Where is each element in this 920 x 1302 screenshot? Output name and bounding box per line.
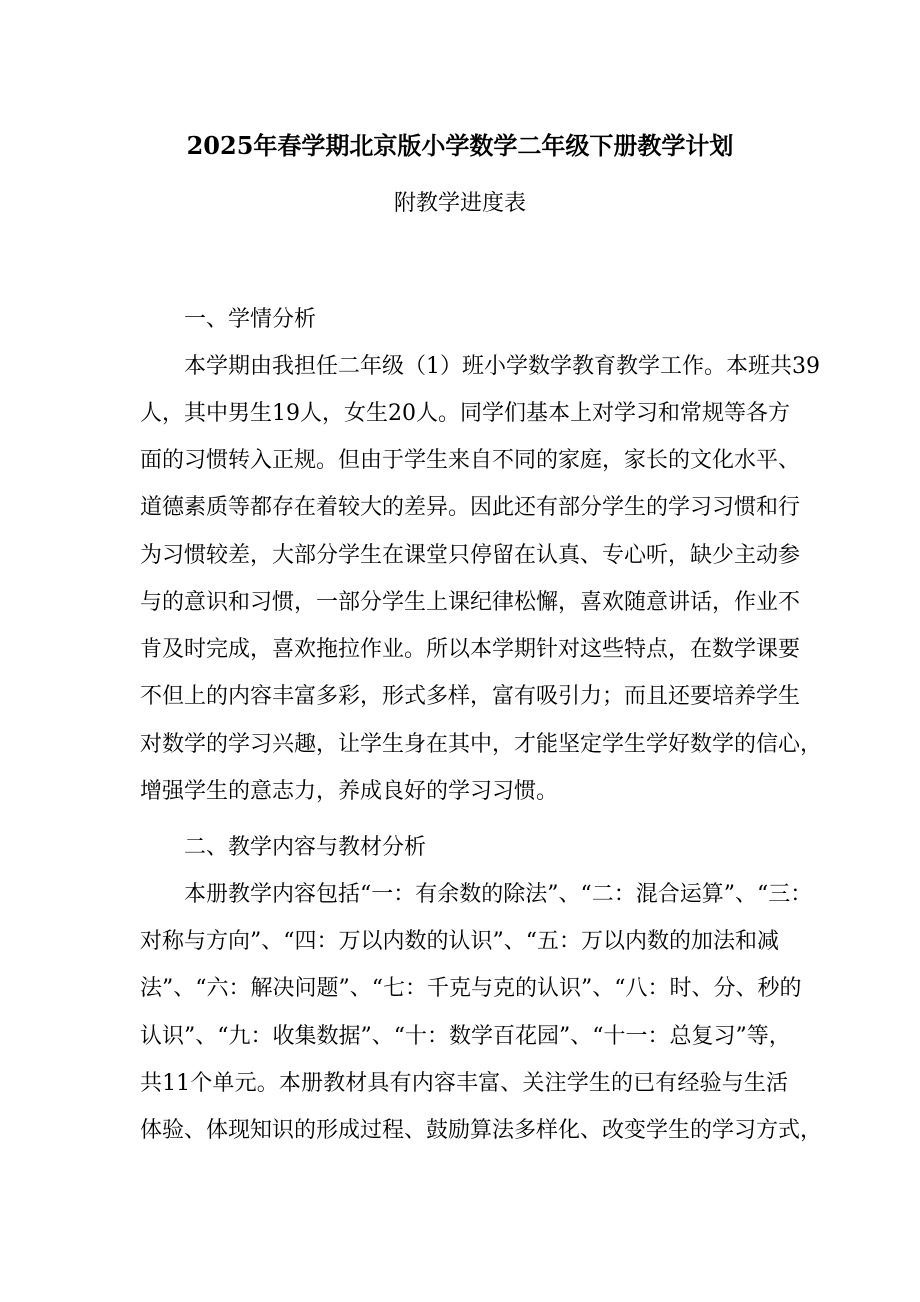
section-heading: 二、教学内容与教材分析 xyxy=(184,835,427,860)
paragraph-line: 本学期由我担任二年级（1）班小学数学教育教学工作。本班共39 xyxy=(184,354,820,379)
paragraph-line: 共11个单元。本册教材具有内容丰富、关注学生的已有经验与生活 xyxy=(140,1071,788,1096)
paragraph-line: 增强学生的意志力，养成良好的学习习惯。 xyxy=(140,779,559,804)
paragraph-line: 对数学的学习兴趣，让学生身在其中，才能坚定学生学好数学的信心， xyxy=(140,732,823,757)
paragraph-line: 本册教学内容包括“一：有余数的除法”、“二：混合运算”、“三： xyxy=(184,882,813,907)
paragraph-line: 法”、“六：解决问题”、“七：千克与克的认识”、“八：时、分、秒的 xyxy=(140,976,802,1001)
section-heading: 一、学情分析 xyxy=(184,307,317,332)
paragraph-line: 不但上的内容丰富多彩，形式多样，富有吸引力；而且还要培养学生 xyxy=(140,684,801,709)
paragraph-line: 对称与方向”、“四：万以内数的认识”、“五：万以内数的加法和减 xyxy=(140,929,779,954)
paragraph-line: 肯及时完成，喜欢拖拉作业。所以本学期针对这些特点，在数学课要 xyxy=(140,637,801,662)
paragraph-line: 面的习惯转入正规。但由于学生来自不同的家庭，家长的文化水平、 xyxy=(140,448,801,473)
paragraph-line: 与的意识和习惯，一部分学生上课纪律松懈，喜欢随意讲话，作业不 xyxy=(140,590,801,615)
paragraph-line: 道德素质等都存在着较大的差异。因此还有部分学生的学习习惯和行 xyxy=(140,495,801,520)
paragraph-line: 认识”、“九：收集数据”、“十：数学百花园”、“十一：总复习”等， xyxy=(140,1024,791,1049)
document-subtitle: 附教学进度表 xyxy=(393,191,526,216)
paragraph-line: 人，其中男生19人，女生20人。同学们基本上对学习和常规等各方 xyxy=(140,401,790,426)
document-title: 2025年春学期北京版小学数学二年级下册教学计划 xyxy=(186,131,734,160)
paragraph-line: 为习惯较差，大部分学生在课堂只停留在认真、专心听，缺少主动参 xyxy=(140,543,801,568)
paragraph-line: 体验、体现知识的形成过程、鼓励算法多样化、改变学生的学习方式， xyxy=(140,1118,823,1143)
